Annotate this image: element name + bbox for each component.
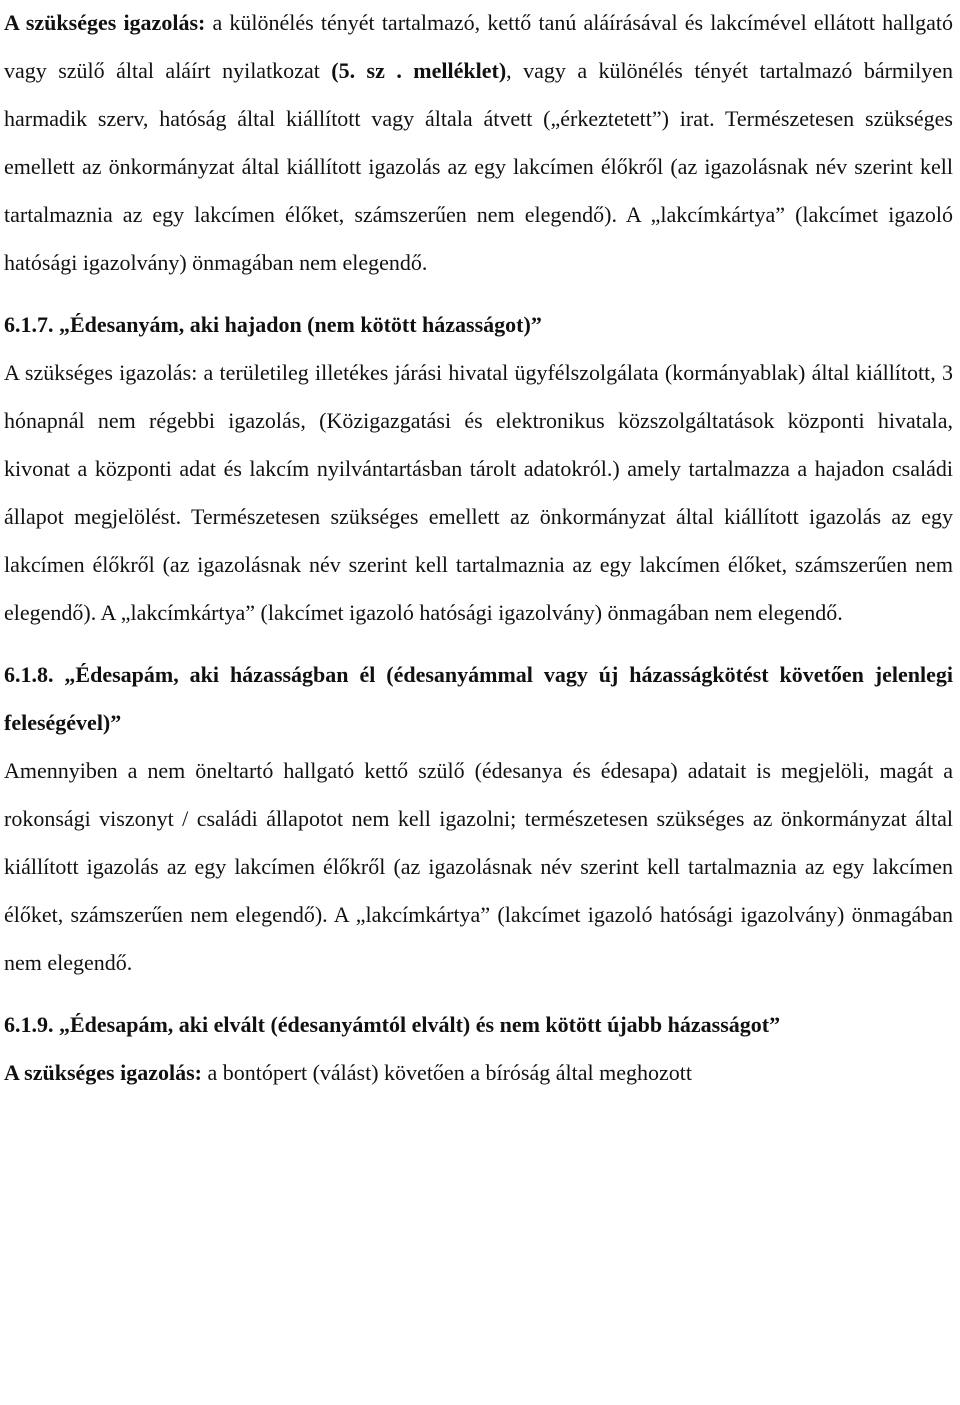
section-heading-6-1-8: 6.1.8. „Édesapám, aki házasságban él (édesanyámmal vagy új házasságkötést követően jelenlegi feleségével)” — [4, 662, 953, 735]
paragraph-text: a különélés tényét tartalmazó, kettő tanú aláírásával és lakcímével ellátott hallgató vagy szülő által aláírt nyilatkozat — [4, 10, 953, 83]
annex-reference: (5. sz . melléklet) — [331, 58, 507, 83]
section-heading-6-1-9: 6.1.9. „Édesapám, aki elvált (édesanyámtól elvált) és nem kötött újabb házasságot” — [4, 1012, 781, 1037]
required-proof-label: A szükséges igazolás: — [4, 10, 206, 35]
paragraph-text: , vagy a különélés tényét tartalmazó bármilyen harmadik szerv, hatóság által kiállított vagy általa átvett („érkeztetett”) irat. Természetesen szükséges emellett az önkormányzat által kiállított igazolás az egy lakcímen élőkről (az igazolásnak név szerint kell tartalmaznia az egy lakcímen élőket, számszerűen nem elegendő). A „lakcímkártya” (lakcímet igazoló hatósági igazolvány) önmagában nem elegendő. — [4, 58, 954, 275]
section-body-6-1-8: Amennyiben a nem öneltartó hallgató kettő szülő (édesanya és édesapa) adatait is megjelöli, magát a rokonsági viszonyt / családi állapotot nem kell igazolni; természetesen szükséges az önkormányzat által kiállított igazolás az egy lakcímen élőkről (az igazolásnak név szerint kell tartalmaznia az egy lakcímen élőket, számszerűen nem elegendő). A „lakcímkártya” (lakcímet igazoló hatósági igazolvány) önmagában nem elegendő. — [4, 758, 953, 975]
section-heading-6-1-7: 6.1.7. „Édesanyám, aki hajadon (nem kötött házasságot)” — [4, 312, 542, 337]
section-body-6-1-9 — [4, 1049, 953, 1097]
required-proof-label: A szükséges igazolás: — [4, 1060, 202, 1085]
paragraph-text: a bontópert (válást) követően a bíróság által meghozott — [202, 1060, 692, 1085]
document-page — [4, 0, 953, 1097]
paragraph-intro — [4, 0, 953, 287]
section-body-6-1-7: A szükséges igazolás: a területileg illetékes járási hivatal ügyfélszolgálata (kormányablak) által kiállított, 3 hónapnál nem régebbi igazolás, (Közigazgatási és elektronikus közszolgáltatások központi hivatala, kivonat a központi adat és lakcím nyilvántartásban tárolt adatokról.) amely tartalmazza a hajadon családi állapot megjelölést. Természetesen szükséges emellett az önkormányzat által kiállított igazolás az egy lakcímen élőkről (az igazolásnak név szerint kell tartalmaznia az egy lakcímen élőket, számszerűen nem elegendő). A „lakcímkártya” (lakcímet igazoló hatósági igazolvány) önmagában nem elegendő. — [4, 360, 953, 625]
